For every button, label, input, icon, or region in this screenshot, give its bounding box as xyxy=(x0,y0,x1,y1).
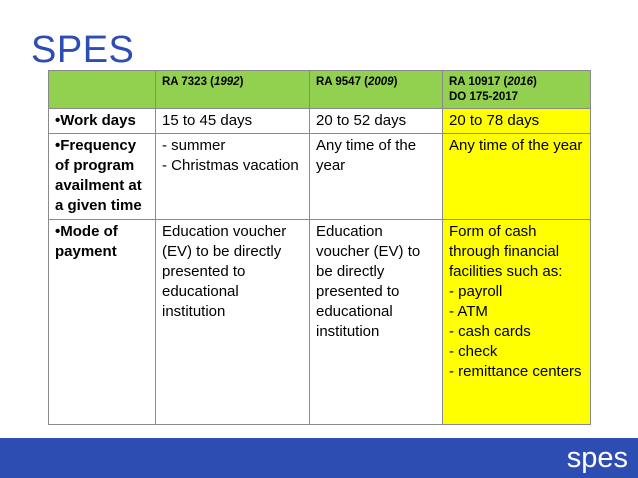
header-cell-ra10917: RA 10917 (2016) DO 175-2017 xyxy=(443,71,591,109)
cell-work-days-ra9547: 20 to 52 days xyxy=(310,109,443,134)
cell-frequency-ra7323: - summer - Christmas vacation xyxy=(156,134,310,220)
table-row-work-days xyxy=(49,109,591,134)
footer-logo: spes xyxy=(566,442,628,474)
header-cell-empty xyxy=(49,71,156,109)
cell-payment-ra10917: Form of cash through financial facilities such as: - payroll - ATM - cash cards - check - remittance centers xyxy=(443,220,591,425)
header-cell-ra9547: RA 9547 (2009) xyxy=(310,71,443,109)
header-cell-ra7323: RA 7323 (1992) xyxy=(156,71,310,109)
table-row-frequency xyxy=(49,134,591,220)
cell-frequency-ra9547: Any time of the year xyxy=(310,134,443,220)
footer-bar xyxy=(0,438,638,478)
comparison-table xyxy=(48,70,591,425)
cell-work-days-ra10917: 20 to 78 days xyxy=(443,109,591,134)
row-label-frequency: •Frequency of program availment at a given time xyxy=(49,134,156,220)
cell-payment-ra7323: Education voucher (EV) to be directly presented to educational institution xyxy=(156,220,310,425)
cell-frequency-ra10917: Any time of the year xyxy=(443,134,591,220)
row-label-work-days: •Work days xyxy=(49,109,156,134)
table-header-row xyxy=(49,71,591,109)
table-row-payment xyxy=(49,220,591,425)
cell-work-days-ra7323: 15 to 45 days xyxy=(156,109,310,134)
row-label-payment: •Mode of payment xyxy=(49,220,156,425)
slide-title: SPES xyxy=(31,29,135,71)
cell-payment-ra9547: Education voucher (EV) to be directly presented to educational institution xyxy=(310,220,443,425)
